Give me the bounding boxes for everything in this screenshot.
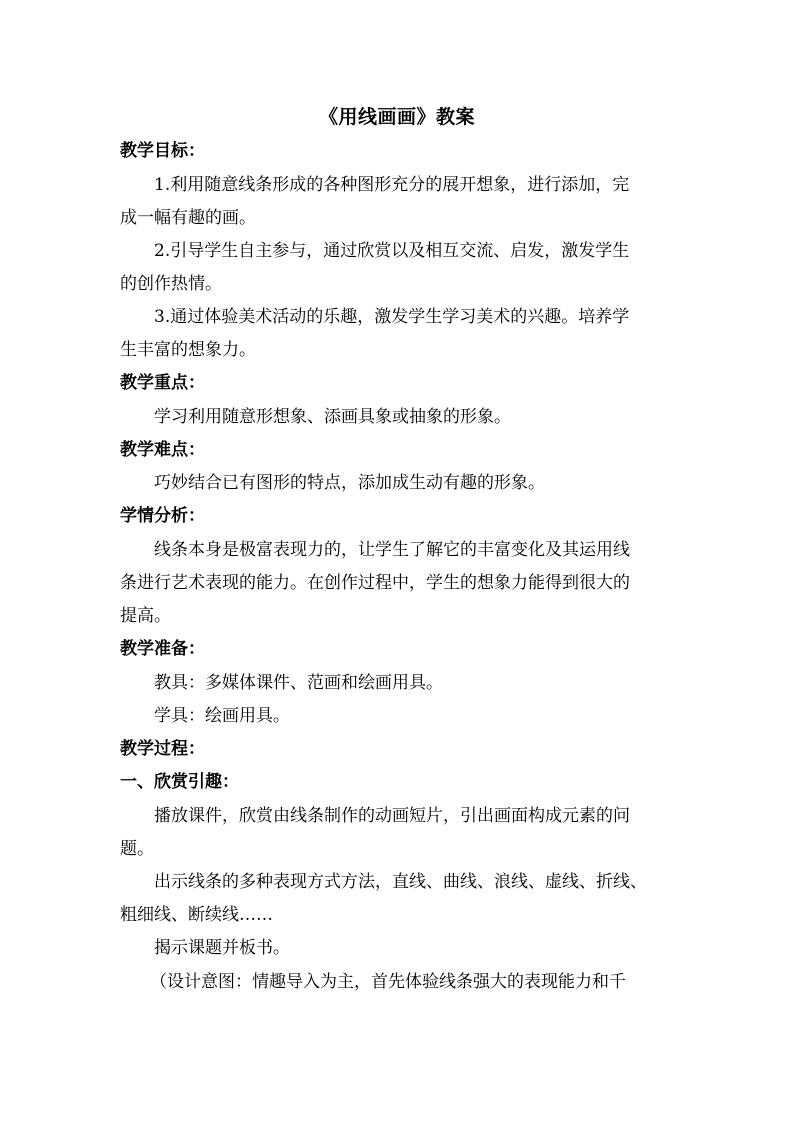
section-1-para-2-line-1: 出示线条的多种表现方式方法，直线、曲线、浪线、虚线、折线、 xyxy=(154,872,647,892)
section-1-para-3: 揭示课题并板书。 xyxy=(154,938,290,958)
objective-1-line-2: 成一幅有趣的画。 xyxy=(120,208,256,228)
difficulties-text: 巧妙结合已有图形的特点，添加成生动有趣的形象。 xyxy=(154,473,545,493)
learner-analysis-line-2: 条进行艺术表现的能力。在创作过程中，学生的想象力能得到很大的 xyxy=(120,573,630,593)
objective-3-line-1: 3.通过体验美术活动的乐趣，激发学生学习美术的兴趣。培养学 xyxy=(154,307,630,327)
design-intent-note: （设计意图：情趣导入为主，首先体验线条强大的表现能力和千 xyxy=(150,972,626,992)
section-1-para-1-line-2: 题。 xyxy=(120,839,154,859)
objective-2-line-2: 的创作热情。 xyxy=(120,274,222,294)
heading-teaching-objectives: 教学目标： xyxy=(120,141,205,161)
objective-2-line-1: 2.引导学生自主参与，通过欣赏以及相互交流、启发，激发学生 xyxy=(154,241,630,261)
section-1-heading: 一、欣赏引趣： xyxy=(120,772,239,792)
heading-preparation: 教学准备： xyxy=(120,639,205,659)
section-1-para-2-line-2: 粗细线、断续线…… xyxy=(120,905,273,925)
learner-analysis-line-3: 提高。 xyxy=(120,606,171,626)
preparation-learning-aids: 学具：绘画用具。 xyxy=(154,706,290,726)
heading-learner-analysis: 学情分析： xyxy=(120,506,205,526)
objective-1-line-1: 1.利用随意线条形成的各种图形充分的展开想象，进行添加，完 xyxy=(154,175,630,195)
key-points-text: 学习利用随意形想象、添画具象或抽象的形象。 xyxy=(154,407,511,427)
heading-teaching-process: 教学过程： xyxy=(120,739,205,759)
learner-analysis-line-1: 线条本身是极富表现力的，让学生了解它的丰富变化及其运用线 xyxy=(154,540,630,560)
preparation-teaching-aids: 教具：多媒体课件、范画和绘画用具。 xyxy=(154,673,443,693)
section-1-para-1-line-1: 播放课件，欣赏由线条制作的动画短片，引出画面构成元素的问 xyxy=(154,806,630,826)
heading-difficulties: 教学难点： xyxy=(120,440,205,460)
heading-key-points: 教学重点： xyxy=(120,373,205,393)
objective-3-line-2: 生丰富的想象力。 xyxy=(120,340,256,360)
document-title: 《用线画画》教案 xyxy=(318,106,475,128)
